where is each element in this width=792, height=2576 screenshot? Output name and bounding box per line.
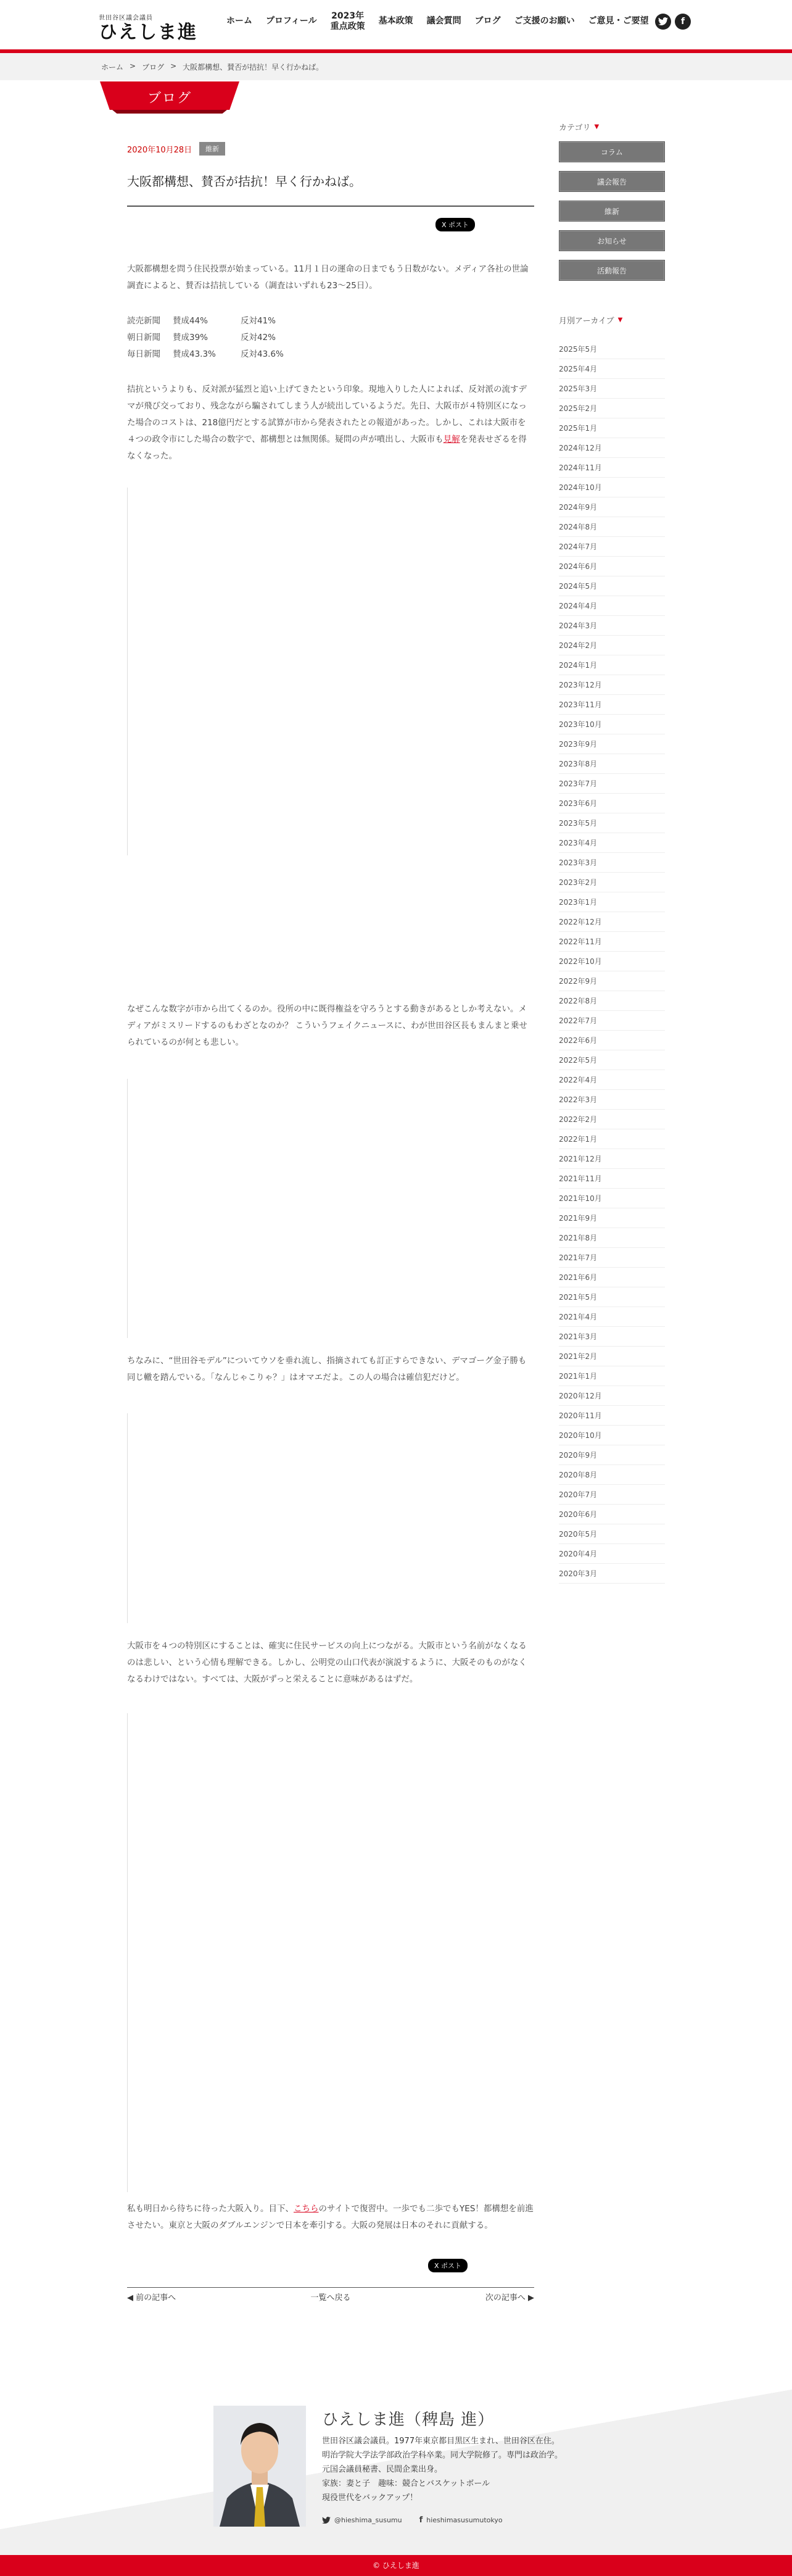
poll-paper: 読売新聞: [127, 316, 160, 326]
archive-item[interactable]: 2023年4月: [559, 833, 665, 853]
article-title: 大阪都構想、賛否が拮抗！早く行かねば。: [127, 172, 534, 207]
archive-item[interactable]: 2021年12月: [559, 1149, 665, 1169]
nav-basic-policy[interactable]: 基本政策: [378, 16, 413, 26]
archive-item[interactable]: 2021年11月: [559, 1169, 665, 1189]
archive-item[interactable]: 2020年4月: [559, 1544, 665, 1564]
main-nav: [220, 11, 656, 32]
triangle-down-icon: ▼: [617, 317, 623, 323]
article-date: 2020年10月28日: [127, 145, 192, 155]
twitter-icon[interactable]: [655, 14, 671, 30]
archive-item[interactable]: 2023年7月: [559, 774, 665, 794]
paragraph-text: 拮抗というよりも、反対派が猛烈と追い上げてきたという印象。現地入りした人によれば、反対派の流すデマが飛び交っており、残念ながら騙されてしまう人が続出しているようだ。先日、大阪市が４特別区になった場合のコストは、218億円だとする試算が市から発表されたとの報道があった。しかし、これは大阪市を４つの政令市にした場合の数字で、都構想とは無関係。疑問の声が噴出し、大阪市も: [127, 384, 527, 444]
poll-no: 反対42%: [241, 333, 276, 343]
twitter-icon: [322, 2517, 331, 2524]
view-link[interactable]: 見解: [443, 434, 460, 444]
article-paragraph: ちなみに、“世田谷モデル”についてウソを垂れ流し、指摘されても訂正すらできない、デマゴーグ金子勝も同じ轍を踏んでいる。「なんじゃこりゃ？」はオマエだよ。この人の場合は確信犯だけど。: [127, 1356, 527, 1382]
x-post-button-bottom[interactable]: X ポスト: [428, 2259, 468, 2272]
bio-line: 明治学院大学法学部政治学科卒業。同大学院修了。専門は政治学。: [322, 2451, 563, 2460]
archive-item[interactable]: 2023年5月: [559, 813, 665, 833]
archive-item[interactable]: 2021年6月: [559, 1268, 665, 1287]
archive-item[interactable]: 2020年11月: [559, 1406, 665, 1426]
portrait-image: [213, 2406, 306, 2527]
archive-item[interactable]: 2022年3月: [559, 1090, 665, 1110]
section-tab-blog: [100, 81, 239, 115]
nav-policy-2023[interactable]: 2023年 重点政策: [330, 11, 365, 31]
nav-contact[interactable]: ご意見・ご要望: [588, 16, 649, 26]
poll-no: 反対41%: [241, 316, 276, 326]
article-paragraph: なぜこんな数字が市から出てくるのか。役所の中に既得権益を守ろうとする動きがあるとしか考えない。メディアがミスリードするのもわざとなのか？ こういうフェイクニュースに、わが世田谷区長もまんまと乗せられているのが何とも悲しい。: [127, 1004, 527, 1047]
poll-paper: 毎日新聞: [127, 349, 160, 359]
here-link[interactable]: こちら: [294, 2204, 319, 2214]
nav-home[interactable]: ホーム: [226, 16, 252, 26]
category-report[interactable]: 議会報告: [559, 171, 665, 192]
poll-yes: 賛成43.3%: [173, 349, 216, 359]
archive-item[interactable]: 2022年9月: [559, 971, 665, 991]
nav-profile[interactable]: プロフィール: [266, 16, 317, 26]
archive-item[interactable]: 2023年9月: [559, 734, 665, 754]
facebook-icon: f: [419, 2516, 423, 2525]
breadcrumb-blog[interactable]: ブログ: [142, 63, 165, 72]
archive-item[interactable]: 2023年6月: [559, 794, 665, 813]
header-sns: [655, 14, 691, 30]
archive-item[interactable]: 2024年8月: [559, 517, 665, 537]
article-pager: [127, 2291, 534, 2303]
paragraph-text: を発表せざるを得なくなった。: [127, 434, 527, 461]
poll-paper: 朝日新聞: [127, 333, 160, 343]
paragraph-text: のサイトで復習中。一歩でも二歩でもYES！都構想を前進させたい。東京と大阪のダブルエンジンで日本を牽引する。大阪の発展は日本のそれに貢献する。: [127, 2204, 534, 2230]
archive-item[interactable]: 2025年5月: [559, 339, 665, 359]
embedded-post[interactable]: [127, 1079, 128, 1338]
back-to-list-link[interactable]: 一覧へ戻る: [310, 2293, 351, 2303]
site-footer: © ひえしま進: [0, 2555, 792, 2576]
paragraph-text: 私も明日から待ちに待った大阪入り。目下、: [127, 2204, 294, 2214]
archive-item[interactable]: 2024年2月: [559, 636, 665, 655]
archive-heading: [559, 314, 665, 326]
bio-line: 元国会議員秘書、民間企業出身。: [322, 2465, 443, 2474]
archive-item[interactable]: 2020年8月: [559, 1465, 665, 1485]
archive-item[interactable]: 2024年6月: [559, 557, 665, 576]
archive-item[interactable]: 2025年3月: [559, 379, 665, 399]
archive-item[interactable]: 2024年11月: [559, 458, 665, 478]
archive-item[interactable]: 2022年1月: [559, 1129, 665, 1149]
archive-item[interactable]: 2021年2月: [559, 1347, 665, 1366]
category-list: [559, 141, 665, 281]
x-post-button-top[interactable]: X ポスト: [435, 218, 475, 231]
category-activity[interactable]: 活動報告: [559, 260, 665, 281]
twitter-handle: @hieshima_susumu: [334, 2516, 402, 2524]
archive-item[interactable]: 2023年3月: [559, 853, 665, 873]
article-paragraph: 大阪都構想を問う住民投票が始まっている。11月１日の運命の日までもう日数がない。メディア各社の世論調査によると、賛否は拮抗している（調査はいずれも23〜25日）。: [127, 264, 529, 291]
archive-item[interactable]: 2022年10月: [559, 952, 665, 971]
breadcrumb-separator: >: [170, 62, 177, 70]
breadcrumb-current: 大阪都構想、賛否が拮抗！早く行かねば。: [183, 63, 324, 72]
archive-item[interactable]: 2024年9月: [559, 497, 665, 517]
facebook-icon[interactable]: f: [675, 14, 691, 30]
archive-item[interactable]: 2020年3月: [559, 1564, 665, 1584]
sidebar: [559, 121, 665, 1584]
category-news[interactable]: お知らせ: [559, 230, 665, 251]
embedded-post[interactable]: [127, 488, 128, 855]
archive-item[interactable]: 2020年10月: [559, 1426, 665, 1445]
archive-item[interactable]: 2024年12月: [559, 438, 665, 458]
article-meta: [127, 142, 534, 156]
profile-bio: [322, 2434, 563, 2505]
category-heading-label: カテゴリ: [559, 123, 591, 133]
facebook-handle: hieshimasusumutokyo: [426, 2516, 503, 2524]
bio-line: 世田谷区議会議員。1977年東京都目黒区生まれ、世田谷区在住。: [322, 2437, 559, 2446]
poll-row: [127, 346, 534, 363]
article-paragraph: [127, 381, 534, 465]
article-tag[interactable]: 維新: [199, 142, 225, 156]
profile-name: ひえしま進（稗島 進）: [322, 2411, 495, 2429]
article: [127, 142, 534, 465]
archive-item[interactable]: 2022年6月: [559, 1031, 665, 1050]
tab-shadow: [112, 110, 227, 114]
poll-row: [127, 330, 534, 346]
archive-item[interactable]: 2025年4月: [559, 359, 665, 379]
breadcrumb: [101, 62, 323, 72]
archive-item[interactable]: 2022年11月: [559, 932, 665, 952]
breadcrumb-home[interactable]: ホーム: [101, 63, 124, 72]
archive-item[interactable]: 2023年11月: [559, 695, 665, 715]
logo-title: ひえしま進: [99, 22, 197, 43]
next-article-link[interactable]: 次の記事へ ▶: [485, 2293, 534, 2303]
archive-item[interactable]: 2020年7月: [559, 1485, 665, 1505]
profile-facebook-link[interactable]: [419, 2516, 503, 2525]
archive-item[interactable]: 2020年12月: [559, 1386, 665, 1406]
archive-item[interactable]: 2023年2月: [559, 873, 665, 892]
site-logo[interactable]: [99, 12, 197, 44]
category-column[interactable]: コラム: [559, 141, 665, 162]
category-heading: [559, 121, 665, 133]
archive-item[interactable]: 2022年7月: [559, 1011, 665, 1031]
bio-line: 現役世代をバックアップ！: [322, 2493, 418, 2503]
archive-item[interactable]: 2024年5月: [559, 576, 665, 596]
poll-row: [127, 313, 534, 330]
bio-line: 家族：妻と子 趣味：競合とバスケットボール: [322, 2479, 490, 2488]
archive-item[interactable]: 2021年1月: [559, 1366, 665, 1386]
site-header: [0, 0, 792, 53]
breadcrumb-separator: >: [130, 62, 136, 70]
archive-item[interactable]: 2022年12月: [559, 912, 665, 932]
archive-item[interactable]: 2020年5月: [559, 1524, 665, 1544]
profile-twitter-link[interactable]: [322, 2516, 402, 2524]
archive-item[interactable]: 2022年2月: [559, 1110, 665, 1129]
archive-item[interactable]: 2021年8月: [559, 1228, 665, 1248]
archive-item[interactable]: 2025年2月: [559, 399, 665, 418]
archive-item[interactable]: 2020年9月: [559, 1445, 665, 1465]
nav-blog[interactable]: ブログ: [474, 16, 501, 26]
pager-divider: [127, 2287, 534, 2288]
archive-item[interactable]: 2021年4月: [559, 1307, 665, 1327]
archive-heading-label: 月別アーカイブ: [559, 317, 614, 326]
triangle-down-icon: ▼: [594, 123, 600, 130]
archive-item[interactable]: 2021年7月: [559, 1248, 665, 1268]
poll-yes: 賛成44%: [173, 316, 208, 326]
archive-item[interactable]: 2023年1月: [559, 892, 665, 912]
category-ishin[interactable]: 維新: [559, 201, 665, 222]
archive-list: [559, 339, 665, 1584]
article-paragraph: 大阪市を４つの特別区にすることは、確実に住民サービスの向上につながる。大阪市という名前がなくなるのは悲しい、という心情も理解できる。しかし、公明党の山口代表が演説するように、大阪そのものがなくなるわけではない。すべては、大阪がずっと栄えることに意味があるはずだ。: [127, 1641, 527, 1684]
embedded-post[interactable]: [127, 1413, 128, 1623]
embedded-post[interactable]: [127, 1713, 128, 2192]
poll-yes: 賛成39%: [173, 333, 208, 343]
logo-subtitle: 世田谷区議会議員: [99, 15, 153, 22]
profile-photo: [213, 2406, 306, 2527]
archive-item[interactable]: 2023年10月: [559, 715, 665, 734]
archive-item[interactable]: 2024年1月: [559, 655, 665, 675]
prev-article-link[interactable]: ◀ 前の記事へ: [127, 2293, 176, 2303]
archive-item[interactable]: 2021年10月: [559, 1189, 665, 1208]
archive-item[interactable]: 2022年4月: [559, 1070, 665, 1090]
nav-questions[interactable]: 議会質問: [426, 16, 461, 26]
article-paragraph: [127, 2201, 534, 2234]
profile-sns: [322, 2516, 503, 2525]
archive-item[interactable]: 2024年3月: [559, 616, 665, 636]
archive-item[interactable]: 2024年7月: [559, 537, 665, 557]
archive-item[interactable]: 2022年8月: [559, 991, 665, 1011]
nav-support[interactable]: ご支援のお願い: [514, 16, 575, 26]
archive-item[interactable]: 2022年5月: [559, 1050, 665, 1070]
archive-item[interactable]: 2021年5月: [559, 1287, 665, 1307]
archive-item[interactable]: 2025年1月: [559, 418, 665, 438]
archive-item[interactable]: 2021年3月: [559, 1327, 665, 1347]
archive-item[interactable]: 2023年12月: [559, 675, 665, 695]
poll-list: [127, 313, 534, 363]
archive-item[interactable]: 2021年9月: [559, 1208, 665, 1228]
archive-item[interactable]: 2024年10月: [559, 478, 665, 497]
poll-no: 反対43.6%: [241, 349, 284, 359]
archive-item[interactable]: 2020年6月: [559, 1505, 665, 1524]
section-title: ブログ: [147, 91, 192, 106]
archive-item[interactable]: 2023年8月: [559, 754, 665, 774]
archive-item[interactable]: 2024年4月: [559, 596, 665, 616]
